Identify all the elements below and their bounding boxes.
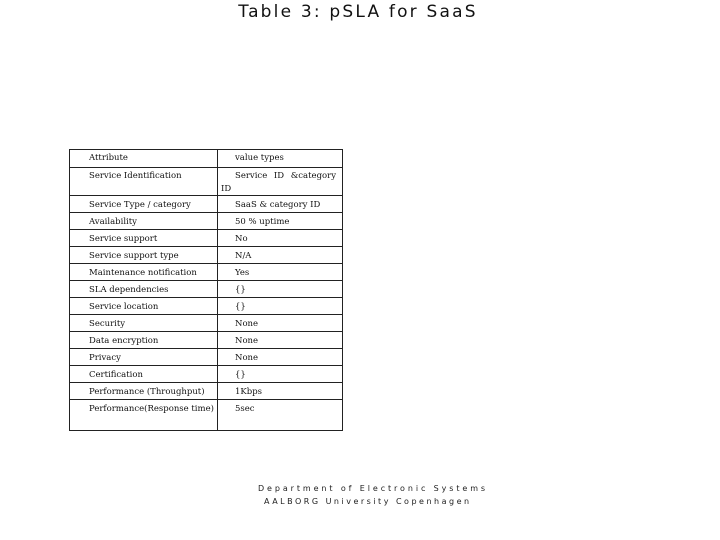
row-value: No bbox=[218, 230, 343, 247]
footer bbox=[258, 484, 488, 506]
row-attribute: Service support bbox=[70, 230, 218, 247]
table-row bbox=[70, 400, 343, 431]
header-attribute: Attribute bbox=[70, 150, 218, 168]
row-attribute: Privacy bbox=[70, 349, 218, 366]
table-row bbox=[70, 281, 343, 298]
table-row bbox=[70, 332, 343, 349]
table-header-row bbox=[70, 150, 343, 168]
row-attribute: Service support type bbox=[70, 247, 218, 264]
row-value: None bbox=[218, 315, 343, 332]
row-value: 1Kbps bbox=[218, 383, 343, 400]
table-row bbox=[70, 168, 343, 196]
table-row bbox=[70, 247, 343, 264]
table-row bbox=[70, 366, 343, 383]
row-value: None bbox=[218, 349, 343, 366]
row-value: {} bbox=[218, 366, 343, 383]
row-value: N/A bbox=[218, 247, 343, 264]
row-value: SaaS & category ID bbox=[218, 196, 343, 213]
footer-university: AALBORG University Copenhagen bbox=[264, 497, 472, 506]
table-row bbox=[70, 315, 343, 332]
row-value: {} bbox=[218, 298, 343, 315]
row-value bbox=[218, 168, 343, 196]
footer-department: Department of Electronic Systems bbox=[258, 484, 488, 493]
row-attribute: Data encryption bbox=[70, 332, 218, 349]
table-row bbox=[70, 213, 343, 230]
table-row bbox=[70, 383, 343, 400]
table-row bbox=[70, 349, 343, 366]
row-value: 50 % uptime bbox=[218, 213, 343, 230]
row-attribute: SLA dependencies bbox=[70, 281, 218, 298]
row-attribute: Certification bbox=[70, 366, 218, 383]
table-row bbox=[70, 230, 343, 247]
row-attribute: Performance (Throughput) bbox=[70, 383, 218, 400]
row-attribute: Maintenance notification bbox=[70, 264, 218, 281]
row-attribute: Security bbox=[70, 315, 218, 332]
row-value: None bbox=[218, 332, 343, 349]
row-attribute: Service location bbox=[70, 298, 218, 315]
row-value: {} bbox=[218, 281, 343, 298]
header-value: value types bbox=[218, 150, 343, 168]
psla-table bbox=[69, 149, 343, 431]
row-value: Yes bbox=[218, 264, 343, 281]
row-value-line2: ID bbox=[221, 184, 232, 194]
table-row bbox=[70, 298, 343, 315]
row-attribute: Availability bbox=[70, 213, 218, 230]
table-row bbox=[70, 264, 343, 281]
row-attribute: Performance(Response time) bbox=[70, 400, 218, 431]
row-attribute: Service Type / category bbox=[70, 196, 218, 213]
slide-title: Table 3: pSLA for SaaS bbox=[238, 2, 478, 22]
row-attribute: Service Identification bbox=[70, 168, 218, 196]
row-value: 5sec bbox=[218, 400, 343, 431]
row-value-line1: Service ID &category bbox=[235, 171, 336, 181]
table-row bbox=[70, 196, 343, 213]
